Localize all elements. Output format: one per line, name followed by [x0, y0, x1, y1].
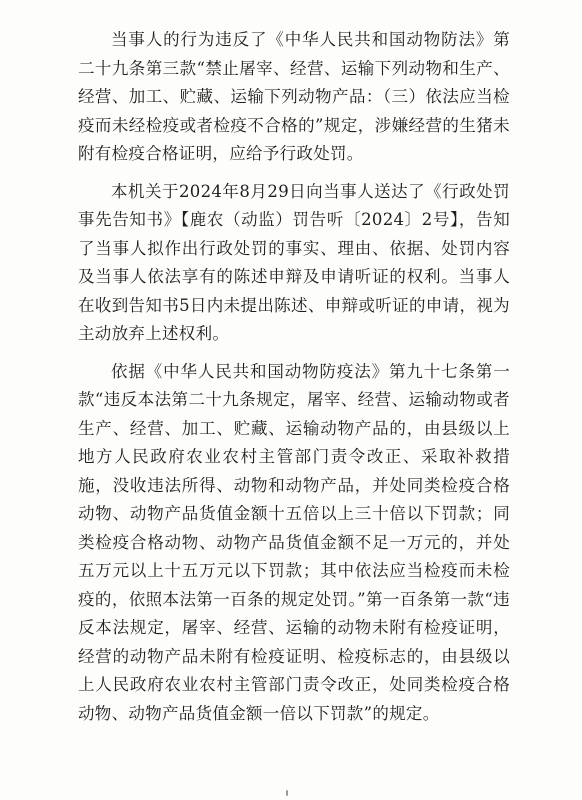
paragraph-notice: 本机关于2024年8月29日向当事人送达了《行政处罚事先告知书》【鹿农（动监）罚告听〔2024〕2号】，告知了当事人拟作出行政处罚的事实、理由、依据、处罚内容及当事人依法享有的陈述申辩及申请听证的权利。当事人在收到告知书5日内未提出陈述、申辩或听证的申请，视为主动放弃上述权利。	[78, 181, 510, 343]
paragraph-violation: 当事人的行为违反了《中华人民共和国动物防法》第二十九条第三款“禁止屠宰、经营、运输下列动物和生产、经营、加工、贮藏、运输下列动物产品：（三）依法应当检疫而未经检疫或者检疫不合格的”规定，涉嫌经营的生猪未附有检疫合格证明，应给予行政处罚。	[78, 30, 510, 163]
document-body	[78, 26, 510, 728]
paragraph-legal-basis: 依据《中华人民共和国动物防疫法》第九十七条第一款“违反本法第二十九条规定，屠宰、经营、运输动物或者生产、经营、加工、贮藏、运输动物产品的，由县级以上地方人民政府农业农村主管部门责令改正、采取补救措施，没收违法所得、动物和动物产品，并处同类检疫合格动物、动物产品货值金额十五倍以上三十倍以下罚款；同类检疫合格动物、动物产品货值金额不足一万元的，并处五万元以上十五万元以下罚款；其中依法应当检疫而未检疫的，依照本法第一百条的规定处罚。”第一百条第一款“违反本法规定，屠宰、经营、运输的动物未附有检疫证明，经营的动物产品未附有检疫证明、检疫标志的，由县级以上人民政府农业农村主管部门责令改正，处同类检疫合格动物、动物产品货值金额一倍以下罚款”的规定。	[78, 361, 510, 723]
scan-mark	[286, 790, 288, 796]
